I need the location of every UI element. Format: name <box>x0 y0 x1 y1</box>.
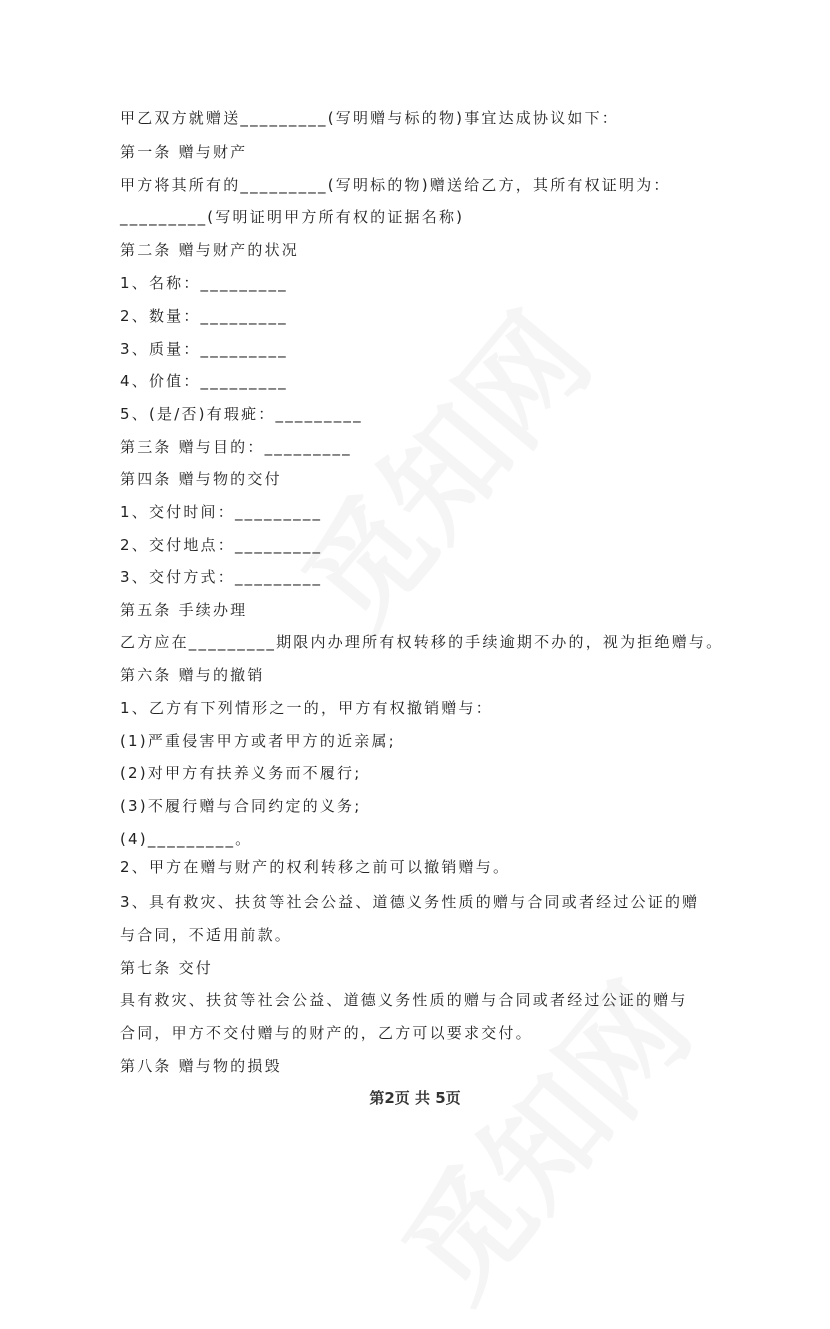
document-line: 甲乙双方就赠送_________(写明赠与标的物)事宜达成协议如下： <box>120 109 620 127</box>
watermark <box>258 273 621 659</box>
document-line: 第三条 赠与目的：_________ <box>120 438 352 456</box>
document-line: 3、质量：_________ <box>120 340 288 358</box>
document-line: (4)_________。 <box>120 830 253 848</box>
document-line: 合同，甲方不交付赠与的财产的，乙方可以要求交付。 <box>120 1024 533 1042</box>
document-line: 3、具有救灾、扶贫等社会公益、道德义务性质的赠与合同或者经过公证的赠 <box>120 893 700 911</box>
document-line: 4、价值：_________ <box>120 372 288 390</box>
document-line: _________(写明证明甲方所有权的证据名称) <box>120 208 465 226</box>
document-line: 第一条 赠与财产 <box>120 143 248 161</box>
document-line: 乙方应在_________期限内办理所有权转移的手续逾期不办的，视为拒绝赠与。 <box>120 633 724 651</box>
document-line: 甲方将其所有的_________(写明标的物)赠送给乙方，其所有权证明为： <box>120 176 671 194</box>
document-line: 第八条 赠与物的损毁 <box>120 1057 282 1075</box>
document-line: 第四条 赠与物的交付 <box>120 470 282 488</box>
document-line: 2、甲方在赠与财产的权利转移之前可以撤销赠与。 <box>120 858 511 876</box>
document-line: 与合同，不适用前款。 <box>120 926 293 944</box>
document-line: 具有救灾、扶贫等社会公益、道德义务性质的赠与合同或者经过公证的赠与 <box>120 991 688 1009</box>
page-footer: 第2页 共 5页 <box>369 1089 461 1107</box>
document-line: 第六条 赠与的撤销 <box>120 666 265 684</box>
document-line: 1、乙方有下列情形之一的，甲方有权撤销赠与： <box>120 699 493 717</box>
document-line: 第二条 赠与财产的状况 <box>120 241 299 259</box>
document-line: 第五条 手续办理 <box>120 601 248 619</box>
document-line: 2、数量：_________ <box>120 307 288 325</box>
document-line: 第七条 交付 <box>120 959 213 977</box>
document-line: 5、(是/否)有瑕疵：_________ <box>120 405 363 423</box>
document-line: 1、交付时间：_________ <box>120 503 323 521</box>
document-line: (2)对甲方有扶养义务而不履行; <box>120 764 362 782</box>
document-line: 2、交付地点：_________ <box>120 536 323 554</box>
document-line: (1)严重侵害甲方或者甲方的近亲属; <box>120 732 396 750</box>
document-line: (3)不履行赠与合同约定的义务; <box>120 797 362 815</box>
document-line: 3、交付方式：_________ <box>120 568 323 586</box>
document-line: 1、名称：_________ <box>120 274 288 292</box>
